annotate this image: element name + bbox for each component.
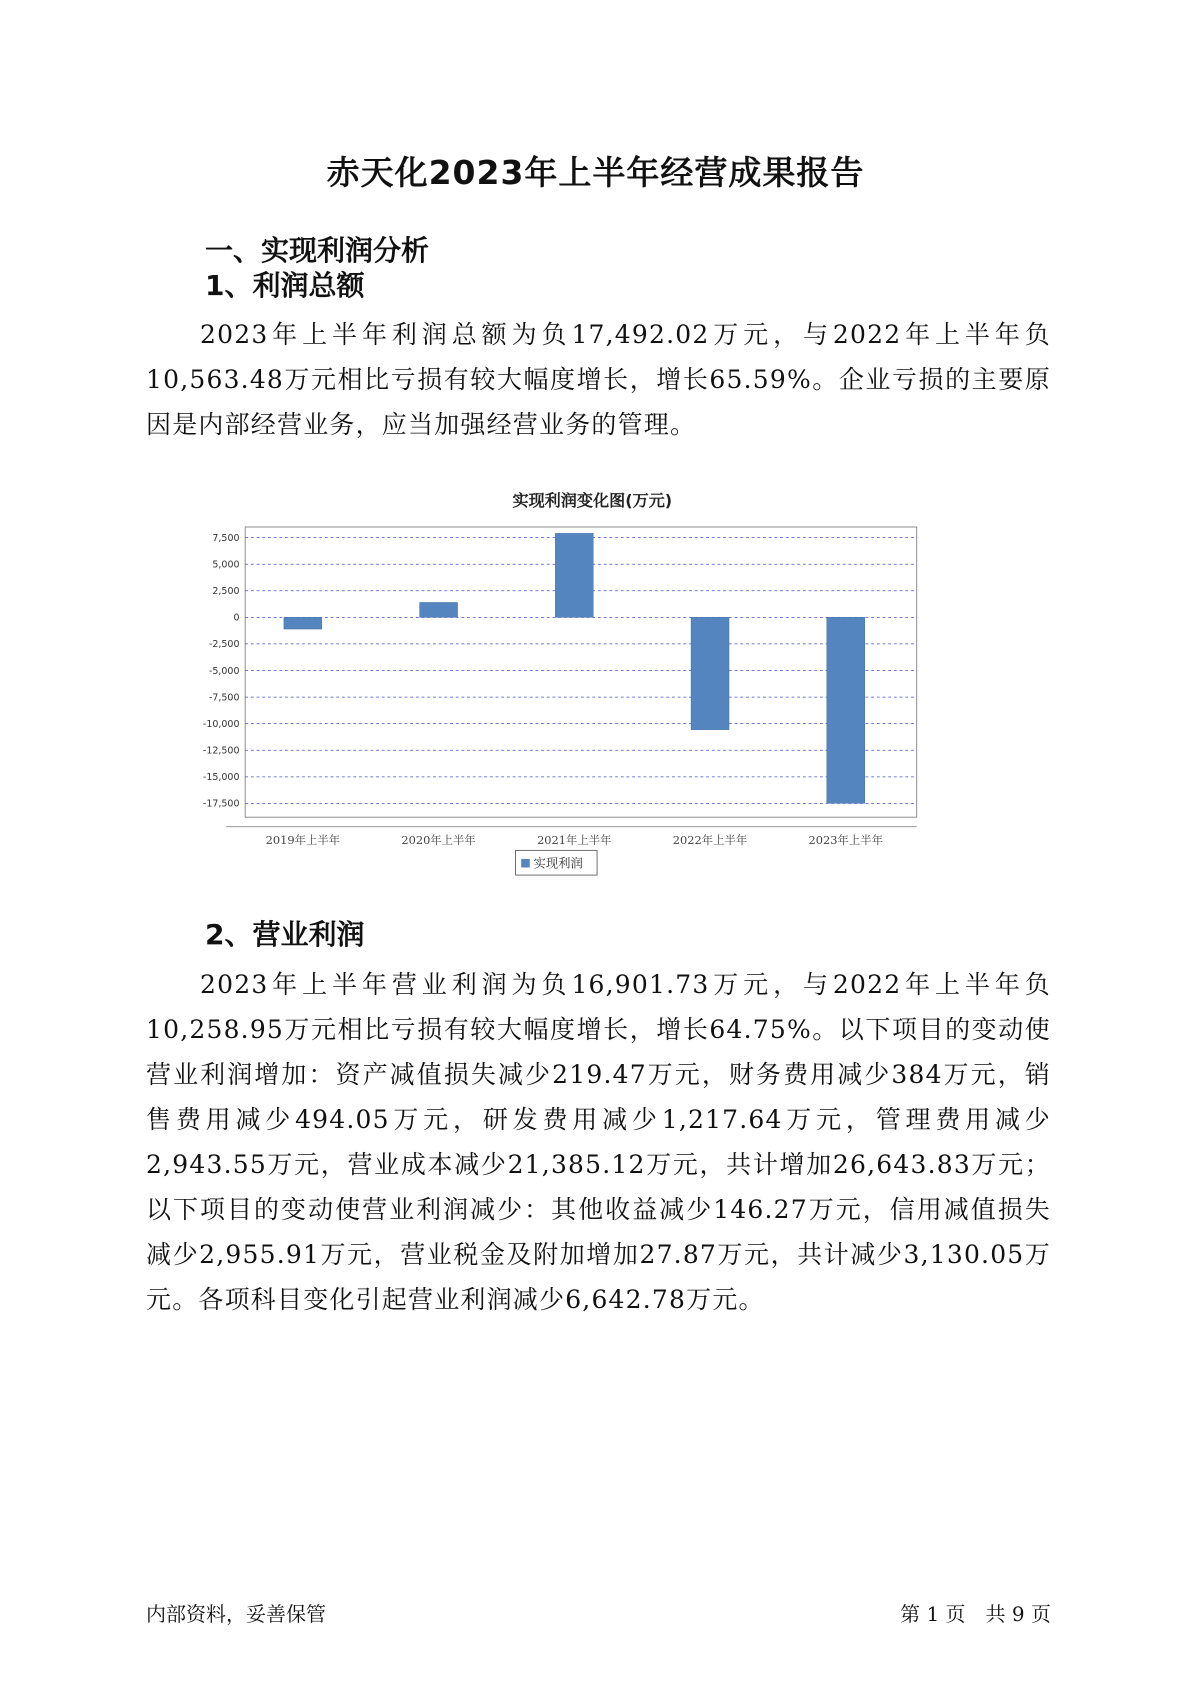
legend-label: 实现利润 <box>533 856 583 871</box>
bar-2 <box>420 602 458 617</box>
y-tick-label: 5,000 <box>212 559 240 571</box>
y-tick-label: -15,000 <box>202 772 240 784</box>
bar-3 <box>555 533 593 617</box>
footer-page-number: 第 1 页 共 9 页 <box>900 1602 1051 1626</box>
subheading-operating-profit: 2、营业利润 <box>205 918 365 951</box>
bar-4 <box>691 617 729 729</box>
profit-chart-svg <box>140 490 1020 950</box>
paragraph-total-profit: 2023年上半年利润总额为负17,492.02万元，与2022年上半年负10,563.48万元相比亏损有较大幅度增长，增长65.59%。企业亏损的主要原因是内部经营业务，应当加强经营业务的管理。 <box>146 320 1051 439</box>
y-tick-label: -5,000 <box>208 665 240 677</box>
y-tick-label: -2,500 <box>208 639 240 651</box>
x-tick-label: 2020年上半年 <box>401 832 476 847</box>
chart-title: 实现利润变化图(万元) <box>512 491 673 511</box>
y-tick-label: -10,000 <box>202 718 240 730</box>
y-tick-label: -17,500 <box>202 798 240 810</box>
profit-chart <box>140 490 1020 950</box>
y-tick-label: 0 <box>233 612 240 624</box>
x-tick-label: 2023年上半年 <box>808 832 883 847</box>
legend-swatch <box>521 859 530 868</box>
x-tick-label: 2022年上半年 <box>672 832 748 847</box>
y-tick-label: -7,500 <box>208 692 240 704</box>
x-tick-label: 2021年上半年 <box>537 832 612 847</box>
bar-1 <box>284 617 322 629</box>
section-heading-profit-analysis: 一、实现利润分析 <box>205 234 430 267</box>
x-tick-label: 2019年上半年 <box>265 832 341 847</box>
report-title: 赤天化2023年上半年经营成果报告 <box>326 153 865 192</box>
y-tick-label: -12,500 <box>202 745 240 757</box>
y-tick-label: 2,500 <box>212 586 240 598</box>
subheading-total-profit: 1、利润总额 <box>205 269 365 302</box>
paragraph-operating-profit: 2023年上半年营业利润为负16,901.73万元，与2022年上半年负10,258.95万元相比亏损有较大幅度增长，增长64.75%。以下项目的变动使营业利润增加：资产减值损失减少219.47万元，财务费用减少384万元，销售费用减少494.05万元，研发费用减少1,217.64万元，管理费用减少2,943.55万元，营业成本减少21,385.12万元，共计增加26,643.83万元；以下项目的变动使营业利润减少：其他收益减少146.27万元，信用减值损失减少2,955.91万元，营业税金及附加增加27.87万元，共计减少3,130.05万元。各项科目变化引起营业利润减少6,642.78万元。 <box>146 970 1051 1314</box>
footer-confidential: 内部资料，妥善保管 <box>146 1602 326 1626</box>
bar-5 <box>827 617 865 803</box>
y-tick-label: 7,500 <box>212 532 240 544</box>
